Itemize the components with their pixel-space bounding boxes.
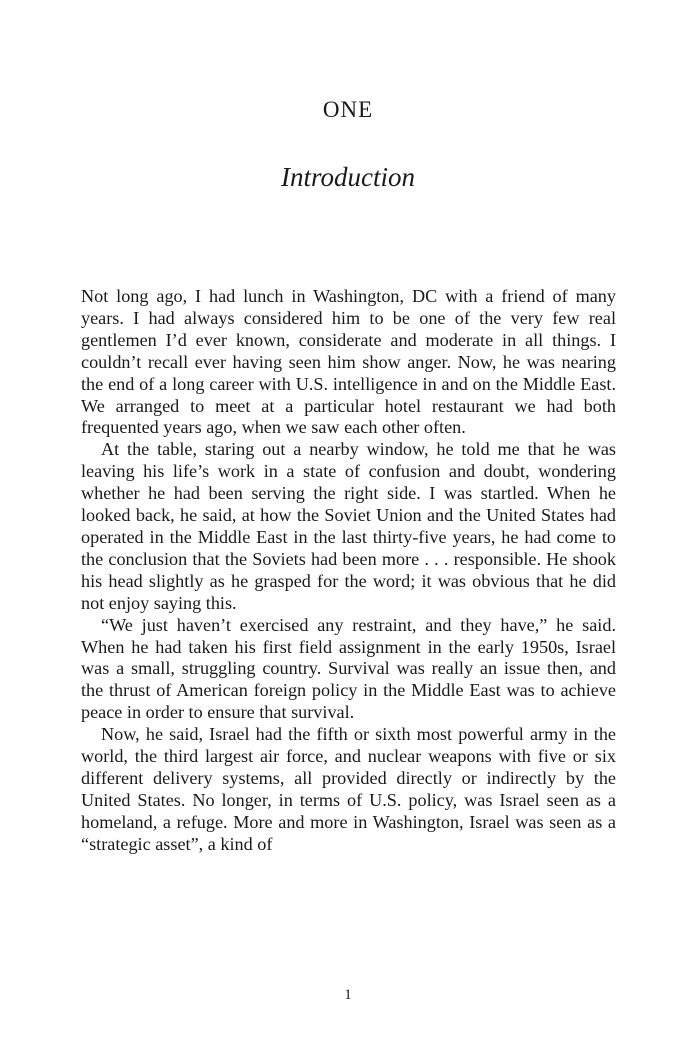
page-number: 1 [344,987,352,1003]
paragraph-3-end: s, Israel was a small, struggling country. Survival was really an issue then, and the thrust of American foreign policy in the Middle East was to achieve peace in order to ensure that survival. [81,636,617,723]
chapter-title: Introduction [281,162,415,192]
body-text [81,286,616,856]
paragraph-3-start: “We just haven’t exercised any restraint, and they have,” he said. When he had taken his first field assignment in the early [81,614,616,657]
paragraph-2: At the table, staring out a nearby window, he told me that he was leaving his life’s work in a state of confusion and doubt, wondering whether he had been serving the right side. I was startled. When he looked back, he said, at how the Soviet Union and the United States had operated in the Middle East in the last thirty-five years, he had come to the conclusion that the Soviets had been more . . . responsible. He shook his head slightly as he grasped for the word; it was obvious that he did not enjoy saying this. [81,439,616,613]
year-1950: 1950 [520,636,558,657]
paragraph-4: Now, he said, Israel had the fifth or sixth most powerful army in the world, the third largest air force, and nuclear weapons with five or six different delivery systems, all provided directly or indirectly by the United States. No longer, in terms of U.S. policy, was Israel seen as a homeland, a refuge. More and more in Washington, Israel was seen as a “strategic asset”, a kind of [81,724,616,854]
paragraph-3 [81,615,616,725]
chapter-number: ONE [322,97,374,122]
paragraph-1: Not long ago, I had lunch in Washington, DC with a friend of many years. I had always considered him to be one of the very few real gentlemen I’d ever known, considerate and moderate in all things. I couldn’t recall ever having seen him show anger. Now, he was nearing the end of a long career with U.S. intelligence in and on the Middle East. We arranged to meet at a particular hotel restaurant we had both frequented years ago, when we saw each other often. [81,286,616,438]
